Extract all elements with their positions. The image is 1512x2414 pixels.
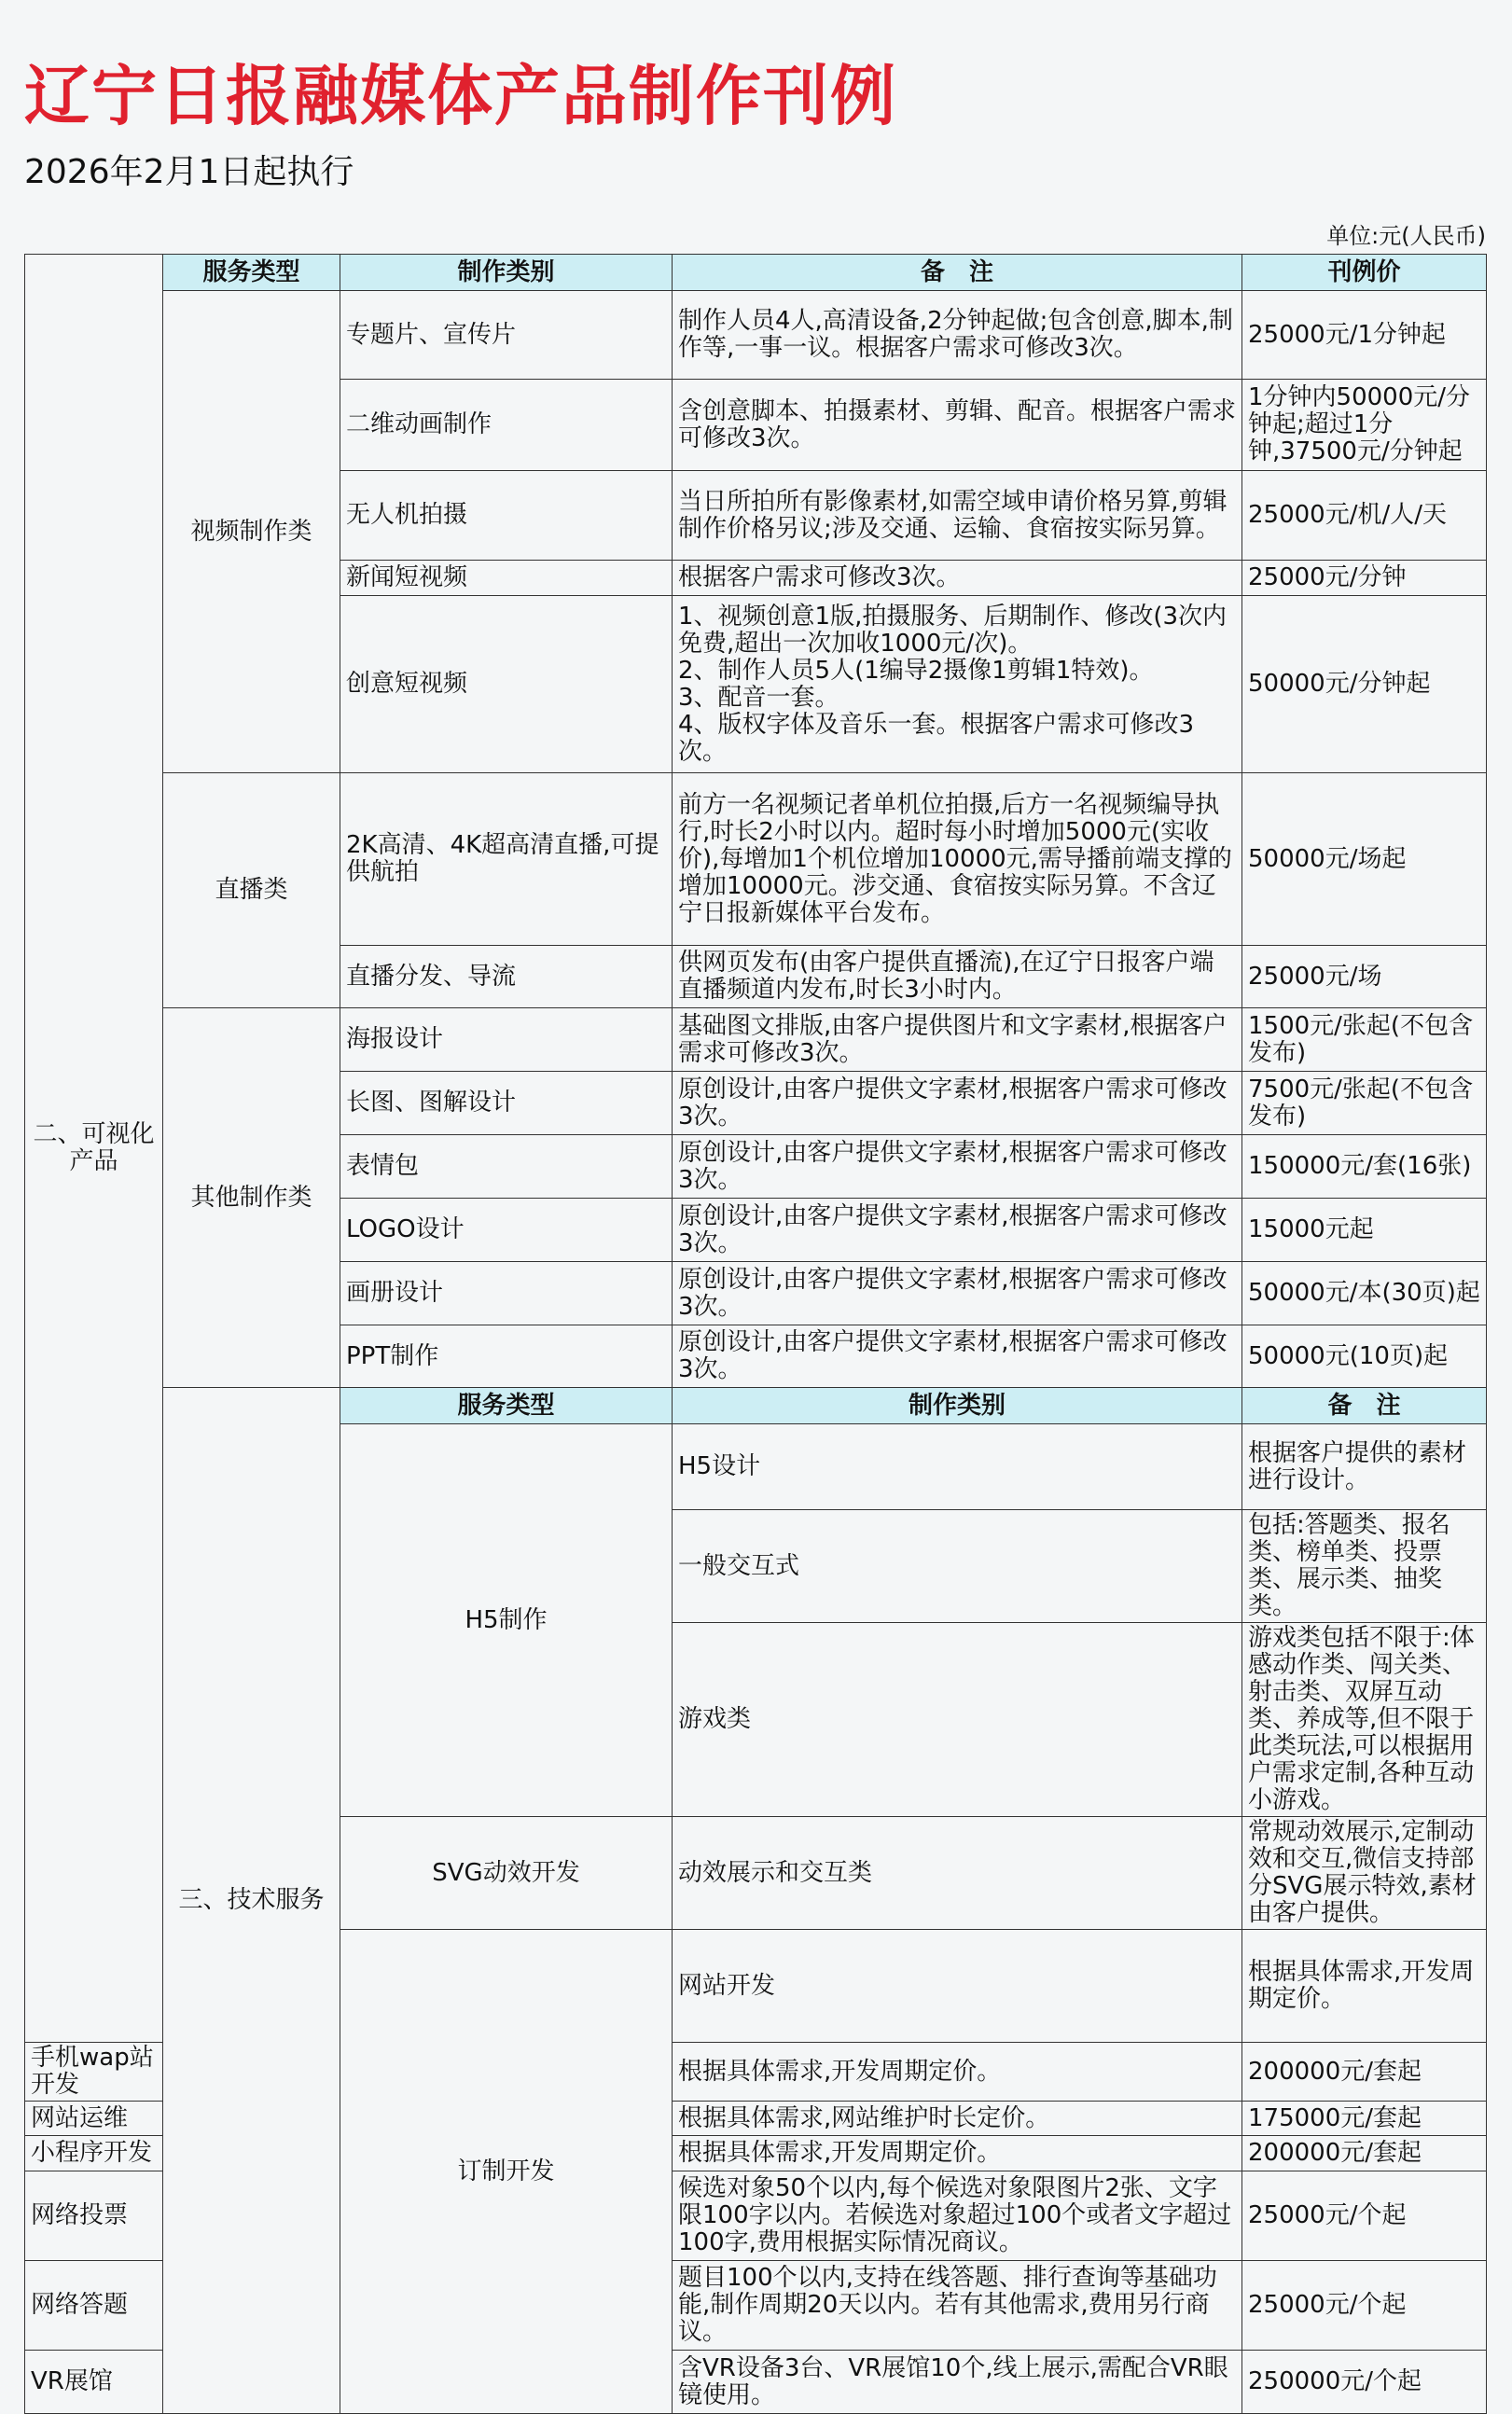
price-cell: 150000元/套(16张): [1242, 1135, 1487, 1199]
service-type-cell: SVG动效开发: [340, 1817, 673, 1930]
remark-cell: 含VR设备3台、VR展馆10个,线上展示,需配合VR眼镜使用。: [673, 2351, 1242, 2414]
remark-cell: 原创设计,由客户提供文字素材,根据客户需求可修改3次。: [673, 1072, 1242, 1135]
price-cell: 25000元/1分钟起: [1242, 291, 1487, 380]
price-cell: 7500元/张起(不包含发布): [1242, 1072, 1487, 1135]
category-cell: 网站运维: [25, 2102, 163, 2136]
section-label: 二、可视化产品: [25, 255, 163, 2043]
service-type-cell: 订制开发: [340, 1930, 673, 2414]
category-cell: 画册设计: [340, 1262, 673, 1325]
rate-table: [24, 254, 1487, 2414]
remark-cell: 包括:答题类、报名类、榜单类、投票类、展示类、抽奖类。: [1242, 1510, 1487, 1623]
category-cell: VR展馆: [25, 2351, 163, 2414]
category-cell: 网络投票: [25, 2171, 163, 2261]
column-header: 服务类型: [163, 255, 340, 291]
remark-cell: 常规动效展示,定制动效和交互,微信支持部分SVG展示特效,素材由客户提供。: [1242, 1817, 1487, 1930]
category-cell: 创意短视频: [340, 596, 673, 773]
category-cell: 动效展示和交互类: [673, 1817, 1242, 1930]
category-cell: 表情包: [340, 1135, 673, 1199]
category-cell: PPT制作: [340, 1325, 673, 1388]
price-cell: 50000元/场起: [1242, 773, 1487, 946]
category-cell: 新闻短视频: [340, 561, 673, 596]
price-cell: 1500元/张起(不包含发布): [1242, 1008, 1487, 1072]
remark-cell: 供网页发布(由客户提供直播流),在辽宁日报客户端直播频道内发布,时长3小时内。: [673, 946, 1242, 1008]
remark-cell: 制作人员4人,高清设备,2分钟起做;包含创意,脚本,制作等,一事一议。根据客户需求可修改3次。: [673, 291, 1242, 380]
price-cell: 25000元/分钟: [1242, 561, 1487, 596]
service-type-cell: H5制作: [340, 1424, 673, 1817]
category-cell: 小程序开发: [25, 2136, 163, 2171]
table-header-row: [25, 255, 1487, 291]
price-cell: 15000元起: [1242, 1199, 1487, 1262]
price-cell: 25000元/机/人/天: [1242, 471, 1487, 561]
section-label: 三、技术服务: [163, 1388, 340, 2414]
category-cell: 网络答题: [25, 2261, 163, 2351]
category-cell: 直播分发、导流: [340, 946, 673, 1008]
remark-cell: 根据具体需求,开发周期定价。: [673, 2043, 1242, 2102]
remark-cell: 含创意脚本、拍摄素材、剪辑、配音。根据客户需求可修改3次。: [673, 380, 1242, 471]
category-cell: 网站开发: [673, 1930, 1242, 2043]
category-cell: 2K高清、4K超高清直播,可提供航拍: [340, 773, 673, 946]
category-cell: 海报设计: [340, 1008, 673, 1072]
category-cell: LOGO设计: [340, 1199, 673, 1262]
category-cell: 二维动画制作: [340, 380, 673, 471]
column-header: 制作类别: [340, 255, 673, 291]
page-title: 辽宁日报融媒体产品制作刊例: [24, 58, 897, 134]
column-header: 备 注: [1242, 1388, 1487, 1424]
column-header: 刊例价: [1242, 255, 1487, 291]
remark-cell: 题目100个以内,支持在线答题、排行查询等基础功能,制作周期20天以内。若有其他需求,费用另行商议。: [673, 2261, 1242, 2351]
category-cell: 长图、图解设计: [340, 1072, 673, 1135]
price-cell: 200000元/套起: [1242, 2136, 1487, 2171]
effective-date: 2026年2月1日起执行: [24, 153, 354, 191]
remark-cell: 原创设计,由客户提供文字素材,根据客户需求可修改3次。: [673, 1325, 1242, 1388]
table-row: [25, 1008, 1487, 1072]
category-cell: 手机wap站开发: [25, 2043, 163, 2102]
remark-cell: 原创设计,由客户提供文字素材,根据客户需求可修改3次。: [673, 1199, 1242, 1262]
price-cell: 25000元/场: [1242, 946, 1487, 1008]
price-cell: 175000元/套起: [1242, 2102, 1487, 2136]
price-cell: 200000元/套起: [1242, 2043, 1487, 2102]
remark-cell: 根据客户提供的素材进行设计。: [1242, 1424, 1487, 1510]
remark-cell: 根据具体需求,网站维护时长定价。: [673, 2102, 1242, 2136]
service-type-cell: 视频制作类: [163, 291, 340, 773]
remark-cell: 基础图文排版,由客户提供图片和文字素材,根据客户需求可修改3次。: [673, 1008, 1242, 1072]
remark-cell: 候选对象50个以内,每个候选对象限图片2张、文字限100字以内。若候选对象超过100个或者文字超过100字,费用根据实际情况商议。: [673, 2171, 1242, 2261]
remark-cell: 1、视频创意1版,拍摄服务、后期制作、修改(3次内免费,超出一次加收1000元/次)。 2、制作人员5人(1编导2摄像1剪辑1特效)。 3、配音一套。 4、版权字体及音乐一套。根据客户需求可修改3次。: [673, 596, 1242, 773]
price-cell: 50000元/分钟起: [1242, 596, 1487, 773]
service-type-cell: 直播类: [163, 773, 340, 1008]
price-cell: 25000元/个起: [1242, 2171, 1487, 2261]
remark-cell: 原创设计,由客户提供文字素材,根据客户需求可修改3次。: [673, 1135, 1242, 1199]
category-cell: 游戏类: [673, 1623, 1242, 1817]
category-cell: 专题片、宣传片: [340, 291, 673, 380]
currency-unit: 单位:元(人民币): [1326, 223, 1486, 249]
remark-cell: 当日所拍所有影像素材,如需空域申请价格另算,剪辑制作价格另议;涉及交通、运输、食宿按实际另算。: [673, 471, 1242, 561]
table-row: [25, 291, 1487, 380]
price-cell: 1分钟内50000元/分钟起;超过1分钟,37500元/分钟起: [1242, 380, 1487, 471]
service-type-cell: 其他制作类: [163, 1008, 340, 1388]
remark-cell: 原创设计,由客户提供文字素材,根据客户需求可修改3次。: [673, 1262, 1242, 1325]
remark-cell: 游戏类包括不限于:体感动作类、闯关类、射击类、双屏互动类、养成等,但不限于此类玩法,可以根据用户需求定制,各种互动小游戏。: [1242, 1623, 1487, 1817]
column-header: 制作类别: [673, 1388, 1242, 1424]
price-cell: 50000元(10页)起: [1242, 1325, 1487, 1388]
table-header-row: [25, 1388, 1487, 1424]
remark-cell: 根据具体需求,开发周期定价。: [1242, 1930, 1487, 2043]
remark-cell: 前方一名视频记者单机位拍摄,后方一名视频编导执行,时长2小时以内。超时每小时增加5000元(实收价),每增加1个机位增加10000元,需导播前端支撑的增加10000元。涉交通、食宿按实际另算。不含辽宁日报新媒体平台发布。: [673, 773, 1242, 946]
remark-cell: 根据客户需求可修改3次。: [673, 561, 1242, 596]
column-header: 备 注: [673, 255, 1242, 291]
price-cell: 25000元/个起: [1242, 2261, 1487, 2351]
price-cell: 50000元/本(30页)起: [1242, 1262, 1487, 1325]
price-cell: 250000元/个起: [1242, 2351, 1487, 2414]
column-header: 服务类型: [340, 1388, 673, 1424]
category-cell: 无人机拍摄: [340, 471, 673, 561]
remark-cell: 根据具体需求,开发周期定价。: [673, 2136, 1242, 2171]
category-cell: 一般交互式: [673, 1510, 1242, 1623]
table-row: [25, 773, 1487, 946]
category-cell: H5设计: [673, 1424, 1242, 1510]
